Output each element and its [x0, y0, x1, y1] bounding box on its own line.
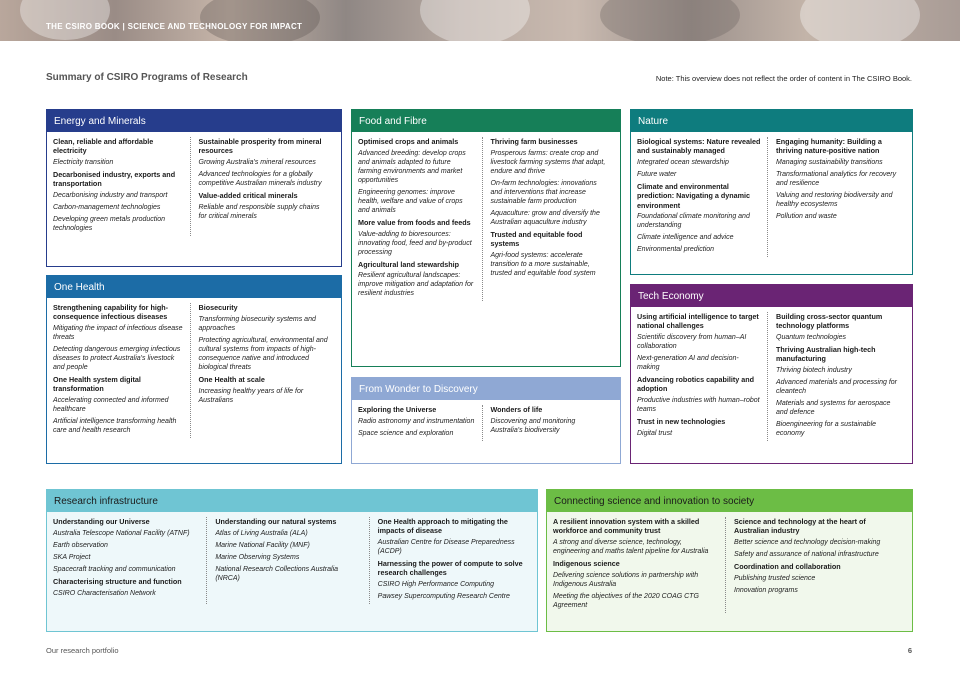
section-column	[53, 517, 206, 604]
section-column	[482, 137, 615, 301]
section-column	[767, 312, 906, 441]
section-title: One Health	[47, 276, 341, 298]
theme-heading: One Health approach to mitigating the impacts of disease	[377, 517, 508, 536]
program-item: Valuing and restoring biodiversity and healthy ecosystems	[776, 192, 893, 209]
program-item: Foundational climate monitoring and understanding	[637, 213, 750, 230]
theme-heading: Biosecurity	[198, 303, 238, 312]
section-column	[358, 405, 482, 441]
theme-heading: Science and technology at the heart of Australian industry	[734, 517, 866, 536]
program-item: Radio astronomy and instrumentation	[358, 417, 475, 425]
section-body	[47, 298, 341, 442]
header-banner	[0, 0, 960, 41]
program-item: Aquaculture: grow and diversify the Australian aquaculture industry	[490, 209, 600, 226]
theme-heading: Indigenous science	[553, 559, 620, 569]
program-item: Materials and systems for aerospace and defence	[776, 400, 891, 417]
section-title: Connecting science and innovation to society	[547, 490, 912, 512]
program-item: Agri-food systems: accelerate transition to a more sustainable, trusted and equitable food system	[490, 251, 596, 277]
section-title: Research infrastructure	[47, 490, 537, 512]
program-item: On-farm technologies: innovations and interventions that increase sustainable farm production	[490, 179, 597, 205]
program-item: Integrated ocean stewardship	[637, 159, 729, 167]
theme-heading: A resilient innovation system with a skilled workforce and community trust	[553, 517, 700, 536]
program-item: Earth observation	[53, 541, 108, 549]
program-item: Safety and assurance of national infrastructure	[734, 551, 879, 559]
theme-heading: Coordination and collaboration	[734, 562, 841, 572]
program-item: Marine Observing Systems	[215, 553, 300, 561]
program-item: Advanced materials and processing for cleantech	[776, 379, 898, 396]
theme-heading: One Health at scale	[198, 374, 265, 384]
section-infra	[46, 489, 538, 632]
section-body	[47, 512, 537, 608]
theme-heading: Using artificial intelligence to target national challenges	[637, 312, 759, 331]
program-item: Atlas of Living Australia (ALA)	[215, 529, 308, 537]
theme-heading: Wonders of life	[490, 405, 543, 414]
section-column	[482, 405, 615, 441]
program-item: Detecting dangerous emerging infectious diseases to protect Australia's livestock and people	[53, 346, 181, 372]
section-body	[47, 132, 341, 240]
program-item: Resilient agricultural landscapes: improve mitigation and adaptation for resilient industries	[358, 272, 474, 298]
program-item: Thriving biotech industry	[776, 367, 852, 375]
theme-heading: Trust in new technologies	[637, 417, 726, 427]
section-body	[352, 400, 620, 445]
theme-heading: Advancing robotics capability and adoption	[637, 375, 755, 394]
theme-heading: Building cross-sector quantum technology platforms	[776, 312, 883, 331]
program-item: Climate intelligence and advice	[637, 234, 734, 242]
program-item: Digital trust	[637, 429, 673, 437]
section-title: From Wonder to Discovery	[352, 378, 620, 400]
program-item: Quantum technologies	[776, 334, 847, 342]
program-item: Scientific discovery from human–AI collaboration	[637, 334, 747, 351]
page-title: Summary of CSIRO Programs of Research	[46, 72, 248, 83]
program-item: Engineering genomes: improve health, welfare and value of crops and animals	[358, 188, 463, 214]
banner-title: THE CSIRO BOOK | SCIENCE AND TECHNOLOGY FOR IMPACT	[46, 22, 303, 31]
program-item: Advanced technologies for a globally competitive Australian minerals industry	[198, 171, 322, 188]
program-item: Mitigating the impact of infectious disease threats	[53, 325, 183, 342]
program-item: Meeting the objectives of the 2020 COAG CTG Agreement	[553, 592, 699, 609]
program-item: Bioengineering for a sustainable economy	[776, 421, 877, 438]
program-item: National Research Collections Australia (NRCA)	[215, 565, 339, 582]
program-item: Accelerating connected and informed healthcare	[53, 397, 169, 414]
theme-heading: Trusted and equitable food systems	[490, 229, 583, 249]
section-tech	[630, 284, 913, 464]
program-item: Pollution and waste	[776, 213, 837, 221]
theme-heading: Optimised crops and animals	[358, 137, 459, 146]
section-column	[53, 137, 190, 236]
section-column	[767, 137, 906, 257]
program-item: Delivering science solutions in partnership with Indigenous Australia	[553, 571, 699, 588]
program-item: Publishing trusted science	[734, 574, 816, 582]
section-energy	[46, 109, 342, 267]
footer-section-label: Our research portfolio	[46, 646, 119, 655]
section-title: Food and Fibre	[352, 110, 620, 132]
theme-heading: Thriving farm businesses	[490, 137, 578, 146]
program-item: Environmental prediction	[637, 246, 715, 254]
section-column	[553, 517, 725, 613]
section-column	[637, 312, 767, 441]
theme-heading: More value from foods and feeds	[358, 217, 471, 227]
program-item: Pawsey Supercomputing Research Centre	[377, 593, 510, 601]
section-column	[725, 517, 906, 613]
program-item: Managing sustainability transitions	[776, 159, 883, 167]
theme-heading: Thriving Australian high-tech manufacturing	[776, 345, 876, 364]
section-body	[352, 132, 620, 305]
section-column	[190, 137, 336, 236]
theme-heading: Engaging humanity: Building a thriving nature-positive nation	[776, 137, 882, 156]
theme-heading: Decarbonised industry, exports and transportation	[53, 170, 176, 189]
section-column	[190, 303, 336, 438]
program-item: Electricity transition	[53, 159, 114, 167]
program-item: Discovering and monitoring Australia's biodiversity	[490, 417, 576, 434]
program-item: Protecting agricultural, environmental and cultural systems from impacts of high-consequence native and introduced biological threats	[198, 336, 328, 371]
section-title: Energy and Minerals	[47, 110, 341, 132]
section-title: Tech Economy	[631, 285, 912, 307]
section-column	[53, 303, 190, 438]
section-column	[206, 517, 368, 604]
program-item: Decarbonising industry and transport	[53, 192, 168, 200]
program-item: CSIRO Characterisation Network	[53, 589, 156, 597]
theme-heading: Harnessing the power of compute to solve research challenges	[377, 559, 523, 578]
theme-heading: Understanding our Universe	[53, 517, 150, 526]
program-item: Australian Centre for Disease Preparedness (ACDP)	[377, 539, 515, 556]
program-item: Prosperous farms: create crop and livestock farming systems that adapt, endure and thrive	[490, 149, 606, 175]
program-item: A strong and diverse science, technology, engineering and maths talent pipeline for Australia	[553, 539, 709, 556]
theme-heading: Biological systems: Nature revealed and sustainably managed	[637, 137, 761, 156]
program-item: CSIRO High Performance Computing	[377, 581, 494, 589]
section-nature	[630, 109, 913, 275]
program-item: Transformational analytics for recovery and resilience	[776, 171, 897, 188]
program-item: Spacecraft tracking and communication	[53, 565, 176, 573]
theme-heading: Sustainable prosperity from mineral resources	[198, 137, 322, 156]
section-connect	[546, 489, 913, 632]
program-item: Better science and technology decision-making	[734, 539, 881, 547]
section-body	[631, 307, 912, 445]
program-item: Future water	[637, 171, 677, 179]
program-item: Space science and exploration	[358, 429, 454, 437]
program-item: Reliable and responsible supply chains for critical minerals	[198, 203, 320, 220]
section-body	[547, 512, 912, 617]
program-item: Innovation programs	[734, 586, 798, 594]
program-item: Marine National Facility (MNF)	[215, 541, 310, 549]
program-item: Australia Telescope National Facility (ATNF)	[53, 529, 190, 537]
section-column	[369, 517, 531, 604]
theme-heading: Agricultural land stewardship	[358, 259, 460, 269]
section-wonder	[351, 377, 621, 464]
program-item: Productive industries with human–robot teams	[637, 397, 760, 414]
section-food	[351, 109, 621, 367]
program-item: Carbon-management technologies	[53, 204, 161, 212]
theme-heading: Value-added critical minerals	[198, 191, 298, 201]
program-item: Advanced breeding: develop crops and animals adapted to future farming environments and market opportunities	[358, 149, 466, 184]
program-item: Increasing healthy years of life for Australians	[198, 387, 304, 404]
theme-heading: One Health system digital transformation	[53, 375, 141, 394]
theme-heading: Strengthening capability for high-consequence infectious diseases	[53, 303, 168, 322]
theme-heading: Understanding our natural systems	[215, 517, 337, 526]
section-column	[637, 137, 767, 257]
program-item: Artificial intelligence transforming health care and health research	[53, 418, 177, 435]
section-health	[46, 275, 342, 464]
section-column	[358, 137, 482, 301]
program-item: Growing Australia's mineral resources	[198, 159, 316, 167]
theme-heading: Characterising structure and function	[53, 576, 182, 586]
theme-heading: Clean, reliable and affordable electricity	[53, 137, 154, 156]
program-item: Developing green metals production technologies	[53, 216, 166, 233]
page-number: 6	[907, 646, 912, 655]
page-note: Note: This overview does not reflect the order of content in The CSIRO Book.	[655, 74, 912, 83]
program-item: SKA Project	[53, 553, 91, 561]
program-item: Transforming biosecurity systems and approaches	[198, 315, 316, 332]
program-item: Value-adding to bioresources: innovating food, feed and by-product processing	[358, 230, 472, 256]
section-title: Nature	[631, 110, 912, 132]
theme-heading: Exploring the Universe	[358, 405, 437, 414]
theme-heading: Climate and environmental prediction: Navigating a dynamic environment	[637, 182, 751, 210]
section-body	[631, 132, 912, 261]
program-item: Next-generation AI and decision-making	[637, 355, 739, 372]
